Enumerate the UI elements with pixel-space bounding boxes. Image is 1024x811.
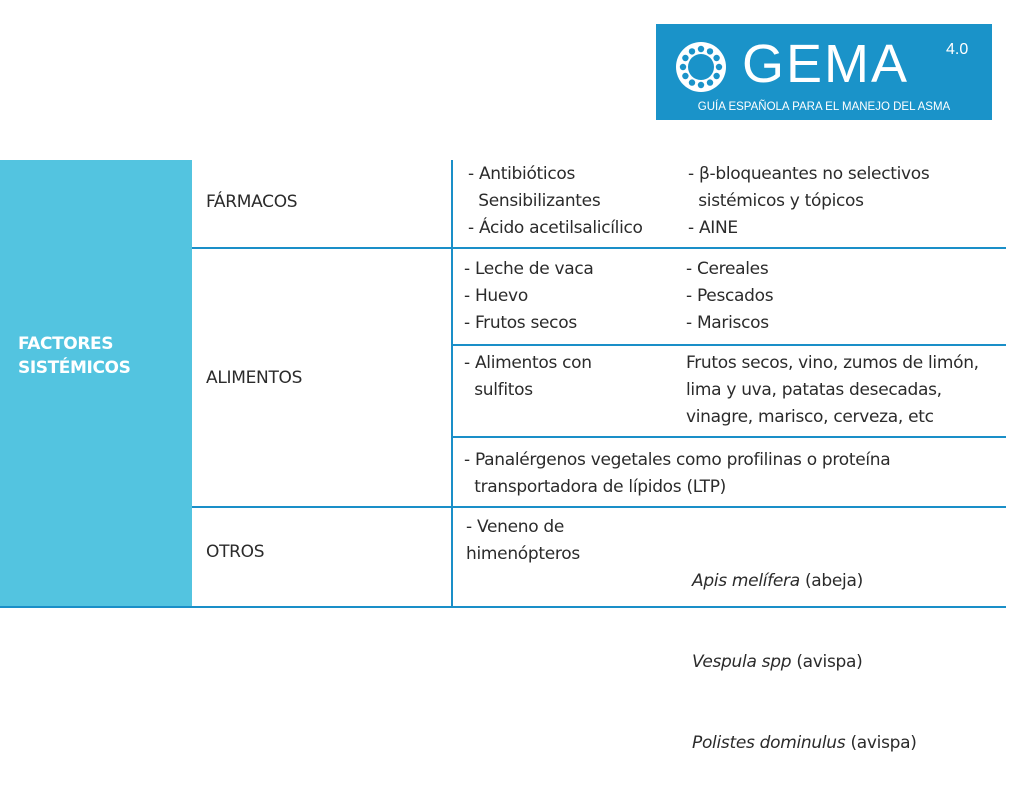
column-divider xyxy=(451,160,453,608)
alimentos-allergens-col1: - Leche de vaca - Huevo - Frutos secos xyxy=(464,259,594,333)
row-divider xyxy=(192,247,1006,249)
species-item xyxy=(692,730,917,757)
row-divider xyxy=(192,506,1006,508)
species-item xyxy=(692,568,917,595)
alimentos-sulfitos-col2: Frutos secos, vino, zumos de limón, lima y uva, patatas desecadas, vinagre, marisco, cerveza, etc xyxy=(686,353,979,427)
species-name: Vespula spp xyxy=(692,652,792,672)
species-name: Polistes dominulus xyxy=(692,733,846,753)
alimentos-sulfitos-col1: - Alimentos con sulfitos xyxy=(464,353,592,400)
category-alimentos: ALIMENTOS xyxy=(206,368,303,388)
gema-logo xyxy=(656,24,992,120)
species-item xyxy=(692,649,917,676)
alimentos-panalergenos: - Panalérgenos vegetales como profilinas o proteína transportadora de lípidos (LTP) xyxy=(464,450,891,497)
side-header-cell xyxy=(0,160,192,608)
row-divider xyxy=(453,436,1006,438)
category-otros: OTROS xyxy=(206,542,265,562)
row-divider xyxy=(453,344,1006,346)
species-common-name: (avispa) xyxy=(796,652,863,672)
logo-wordmark: GEMA xyxy=(742,34,910,94)
otros-col1: - Veneno de himenópteros xyxy=(466,517,580,564)
species-common-name: (abeja) xyxy=(804,571,863,591)
gema-mark-icon xyxy=(674,40,728,94)
species-common-name: (avispa) xyxy=(850,733,917,753)
species-list xyxy=(692,514,917,811)
logo-version: 4.0 xyxy=(946,41,969,58)
logo-tagline: GUÍA ESPAÑOLA PARA EL MANEJO DEL ASMA xyxy=(697,101,951,113)
species-name: Apis melífera xyxy=(692,571,800,591)
side-header-label: FACTORES SISTÉMICOS xyxy=(18,334,131,378)
category-farmacos: FÁRMACOS xyxy=(206,192,298,212)
alimentos-allergens-col2: - Cereales - Pescados - Mariscos xyxy=(686,259,774,333)
farmacos-col2: - β-bloqueantes no selectivos sistémicos y tópicos - AINE xyxy=(688,164,930,238)
farmacos-col1: - Antibióticos Sensibilizantes - Ácido acetilsalicílico xyxy=(468,164,643,238)
factors-table xyxy=(0,160,1006,753)
